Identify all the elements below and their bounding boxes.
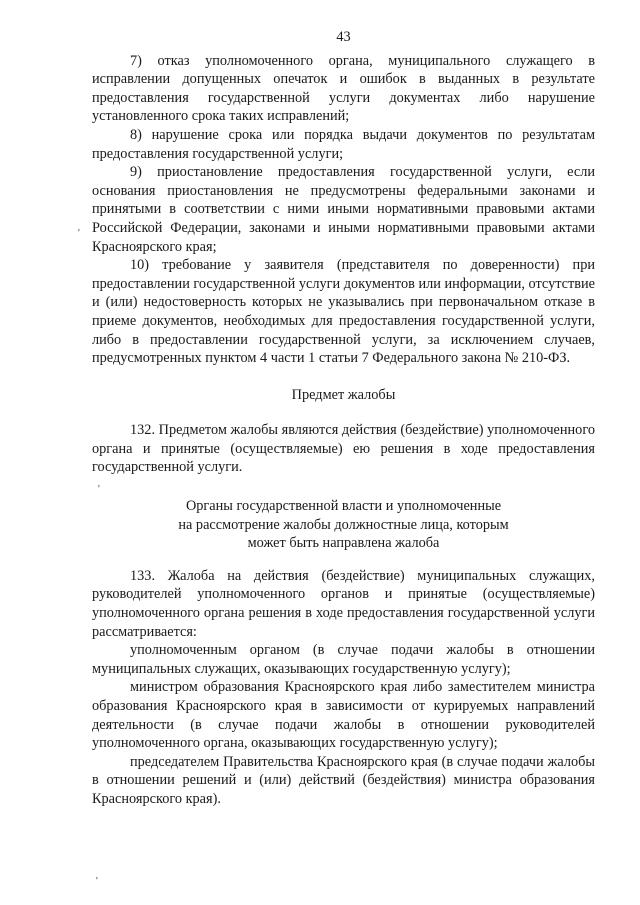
list-item-authorized-body: уполномоченным органом (в случае подачи жалобы в отношении муниципальных служащих, оказывающих государственную услугу);: [92, 642, 595, 677]
heading-bodies-of-authority: [92, 497, 595, 553]
list-item-10: 10) требование у заявителя (представителя по доверенности) при предоставлении государственной услуги документов или информации, отсутствие и (или) недостоверность которых не указывались при первоначальном отказе в приеме документов, необходимых для предоставления государственной услуги, либо в предоставлении государственной услуги, за исключением случаев, предусмотренных пунктом 4 части 1 статьи 7 Федерального закона № 210-ФЗ.: [92, 257, 595, 367]
list-item-9: 9) приостановление предоставления государственной услуги, если основания приостановления не предусмотрены федеральными законами и принятыми в соответствии с ними иными нормативными правовыми актами Российской Федерации, законами и иными нормативными правовыми актами Красноярского края;: [92, 164, 595, 255]
list-item-7: 7) отказ уполномоченного органа, муниципального служащего в исправлении допущенных опечаток и ошибок в выданных в результате предоставления государственной услуги документах либо нарушение установленного срока таких исправлений;: [92, 52, 595, 125]
heading-bodies-line-2: на рассмотрение жалобы должностные лица, которым: [178, 516, 509, 533]
list-item-minister: министром образования Красноярского края либо заместителем министра образования Красноярского края в зависимости от курируемых направлений деятельности (в случае подачи жалобы в отношении руководителей уполномоченного органа, оказывающих государственную услугу);: [92, 679, 595, 752]
document-page: [92, 28, 595, 809]
scan-mark-middle: ': [98, 484, 100, 495]
list-items-bottom: [92, 641, 595, 808]
heading-subject-of-complaint: Предмет жалобы: [291, 386, 396, 403]
list-item-8: 8) нарушение срока или порядка выдачи документов по результатам предоставления государственной услуги;: [92, 126, 595, 162]
page-number: 43: [336, 29, 351, 45]
paragraph-133: 133. Жалоба на действия (бездействие) муниципальных служащих, руководителей уполномоченного органов и принятые (осуществляемые) уполномоченного органа решения в ходе предоставления государственной услуги рассматривается:: [92, 567, 595, 640]
scan-mark-left: ': [78, 228, 80, 239]
scan-mark-bottom: ': [96, 876, 98, 887]
list-item-chairman: председателем Правительства Красноярского края (в случае подачи жалобы в отношении решений и (или) действий (бездействия) министра образования Красноярского края).: [92, 753, 595, 807]
heading-bodies-line-3: может быть направлена жалоба: [247, 535, 440, 552]
paragraph-132: 132. Предметом жалобы являются действия (бездействие) уполномоченного органа и принятые (осуществляемые) ею решения в ходе предоставления государственной услуги.: [92, 422, 595, 476]
list-items-top: [92, 52, 595, 368]
heading-bodies-line-1: Органы государственной власти и уполномоченные: [185, 498, 502, 515]
